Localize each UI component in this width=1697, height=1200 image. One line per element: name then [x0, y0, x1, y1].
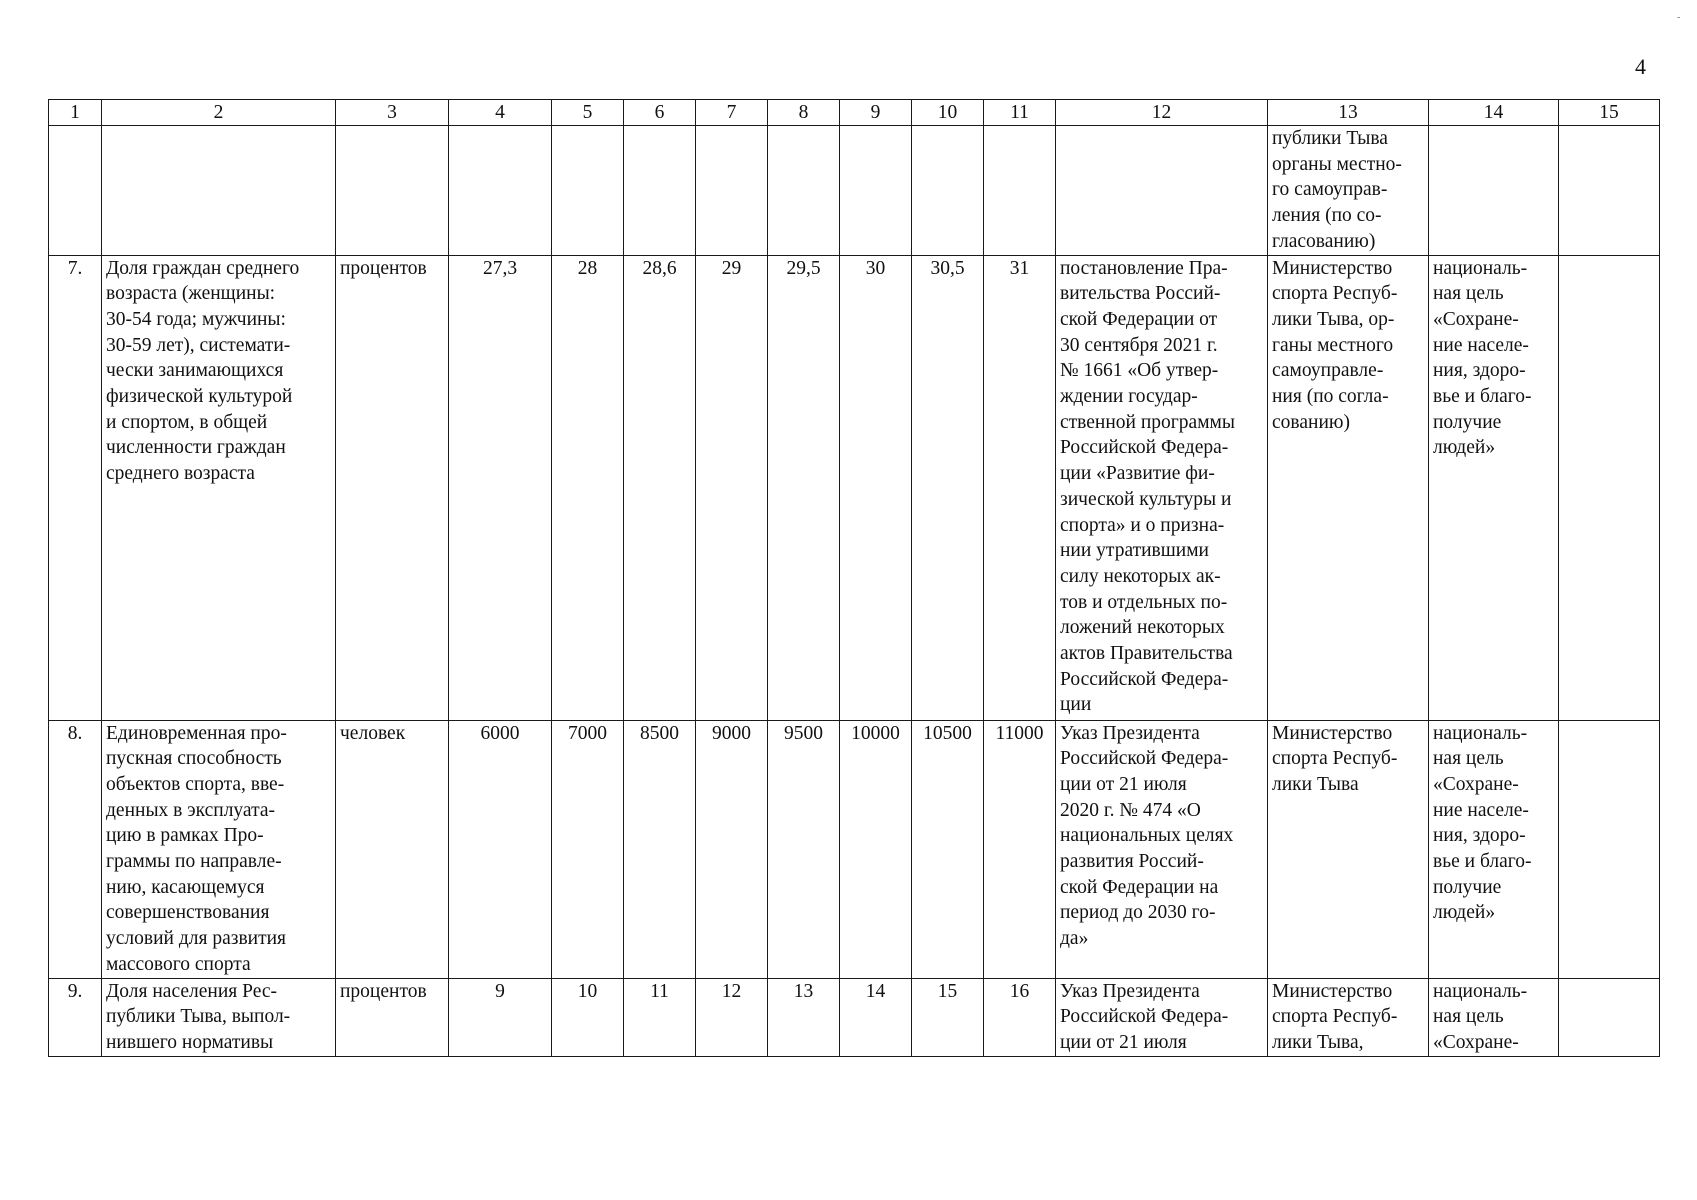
- table-cell: [984, 126, 1056, 256]
- table-cell: [102, 126, 336, 256]
- cell-line: объектов спорта, вве-: [106, 773, 285, 795]
- cell-line: ственной программы: [1060, 411, 1235, 433]
- value-cell: 11000: [984, 720, 1056, 978]
- cell-line: ции «Развитие фи-: [1060, 463, 1215, 485]
- cell-line: условий для развития: [106, 928, 287, 950]
- cell-line: Российской Федера-: [1060, 668, 1229, 690]
- value-cell: 7000: [552, 720, 624, 978]
- national-goal-cell: [1429, 255, 1559, 720]
- cell-line: ской Федерации на: [1060, 876, 1219, 898]
- value-cell: 10: [552, 978, 624, 1056]
- cell-line: лики Тыва, ор-: [1272, 308, 1395, 330]
- cell-line: ления (по со-: [1272, 205, 1382, 227]
- column-header: 7: [696, 100, 768, 126]
- cell-line: 2020 г. № 474 «О: [1060, 799, 1201, 821]
- indicator-name-cell: [102, 255, 336, 720]
- cell-line: ние населе-: [1433, 334, 1529, 356]
- value-cell: 27,3: [449, 255, 552, 720]
- cell-line: вительства Россий-: [1060, 283, 1221, 305]
- indicator-name-cell: [102, 720, 336, 978]
- cell-line: ганы местного: [1272, 334, 1394, 356]
- value-cell: 29,5: [768, 255, 840, 720]
- unit-cell: процентов: [336, 978, 449, 1056]
- cell-line: националь-: [1433, 722, 1528, 744]
- cell-line: среднего возраста: [106, 463, 255, 485]
- table-cell: [1559, 720, 1660, 978]
- cell-line: Доля граждан среднего: [106, 257, 300, 279]
- cell-line: тов и отдельных по-: [1060, 591, 1228, 613]
- cell-line: силу некоторых ак-: [1060, 565, 1221, 587]
- continuation-row: [49, 126, 1660, 256]
- cell-line: 30 сентября 2021 г.: [1060, 334, 1218, 356]
- cell-line: лики Тыва,: [1272, 1031, 1364, 1053]
- value-cell: 28,6: [624, 255, 696, 720]
- page-number: 4: [1635, 54, 1646, 79]
- indicators-table: [48, 99, 1660, 1057]
- column-header: 15: [1559, 100, 1660, 126]
- cell-line: лики Тыва: [1272, 773, 1359, 795]
- value-cell: 9000: [696, 720, 768, 978]
- cell-line: численности граждан: [106, 437, 286, 459]
- cell-line: цию в рамках Про-: [106, 825, 264, 847]
- cell-line: развития Россий-: [1060, 851, 1204, 873]
- table-cell: [1559, 126, 1660, 256]
- cell-line: сованию): [1272, 411, 1350, 433]
- cell-line: возраста (женщины:: [106, 283, 276, 305]
- cell-line: публики Тыва, выпол-: [106, 1006, 291, 1028]
- table-cell: [1056, 126, 1268, 256]
- column-header: 10: [912, 100, 984, 126]
- cell-line: нию, касающемуся: [106, 876, 265, 898]
- column-number-row: [49, 100, 1660, 126]
- table-row: [49, 255, 1660, 720]
- cell-line: ждении государ-: [1060, 386, 1198, 408]
- cell-line: спорта» и о призна-: [1060, 514, 1225, 536]
- scan-corner-mark: -: [1677, 12, 1681, 23]
- cell-line: спорта Респуб-: [1272, 748, 1398, 770]
- value-cell: 15: [912, 978, 984, 1056]
- cell-line: Единовременная про-: [106, 722, 287, 744]
- national-goal-cell: [1429, 978, 1559, 1056]
- value-cell: 9500: [768, 720, 840, 978]
- table-cell: [912, 126, 984, 256]
- table-cell: [696, 126, 768, 256]
- value-cell: 31: [984, 255, 1056, 720]
- cell-line: физической культурой: [106, 386, 293, 408]
- cell-line: спорта Респуб-: [1272, 1006, 1398, 1028]
- document-cell: [1056, 255, 1268, 720]
- cell-line: Министерство: [1272, 722, 1393, 744]
- cell-line: ложений некоторых: [1060, 617, 1225, 639]
- table-cell: [1559, 255, 1660, 720]
- value-cell: 16: [984, 978, 1056, 1056]
- table-row: [49, 978, 1660, 1056]
- cell-line: нившего нормативы: [106, 1031, 274, 1053]
- cell-line: постановление Пра-: [1060, 257, 1228, 279]
- cell-line: 30-54 года; мужчины:: [106, 308, 286, 330]
- value-cell: 29: [696, 255, 768, 720]
- cell-line: публики Тыва: [1272, 128, 1388, 149]
- cell-line: людей»: [1433, 437, 1496, 459]
- column-header: 2: [102, 100, 336, 126]
- value-cell: 10500: [912, 720, 984, 978]
- column-header: 6: [624, 100, 696, 126]
- cell-line: «Сохране-: [1433, 308, 1519, 330]
- cell-line: ния (по согла-: [1272, 386, 1389, 408]
- table-cell: [840, 126, 912, 256]
- cell-line: вье и благо-: [1433, 851, 1532, 873]
- cell-line: ской Федерации от: [1060, 308, 1218, 330]
- value-cell: 9: [449, 978, 552, 1056]
- row-number: 9.: [49, 978, 102, 1056]
- unit-cell: процентов: [336, 255, 449, 720]
- cell-line: национальных целях: [1060, 825, 1234, 847]
- column-header: 13: [1268, 100, 1429, 126]
- column-header: 8: [768, 100, 840, 126]
- cell-line: период до 2030 го-: [1060, 902, 1216, 924]
- cell-line: ная цель: [1433, 283, 1504, 305]
- value-cell: 8500: [624, 720, 696, 978]
- cell-line: совершенствования: [106, 902, 270, 924]
- value-cell: 6000: [449, 720, 552, 978]
- value-cell: 11: [624, 978, 696, 1056]
- table-cell: [1559, 978, 1660, 1056]
- cell-line: № 1661 «Об утвер-: [1060, 360, 1219, 382]
- cell-line: и спортом, в общей: [106, 411, 268, 433]
- cell-line: вье и благо-: [1433, 386, 1532, 408]
- cell-line: Министерство: [1272, 257, 1393, 279]
- cell-line: зической культуры и: [1060, 488, 1232, 510]
- column-header: 1: [49, 100, 102, 126]
- cell-line: «Сохране-: [1433, 1031, 1519, 1053]
- responsible-cell: [1268, 126, 1429, 256]
- cell-line: ная цель: [1433, 748, 1504, 770]
- unit-cell: человек: [336, 720, 449, 978]
- cell-line: националь-: [1433, 257, 1528, 279]
- cell-line: ние населе-: [1433, 799, 1529, 821]
- cell-line: спорта Респуб-: [1272, 283, 1398, 305]
- value-cell: 14: [840, 978, 912, 1056]
- cell-line: пускная способность: [106, 748, 282, 770]
- indicator-name-cell: [102, 978, 336, 1056]
- table-row: [49, 720, 1660, 978]
- cell-line: нии утратившими: [1060, 540, 1209, 562]
- responsible-cell: [1268, 720, 1429, 978]
- cell-line: органы местно-: [1272, 153, 1402, 175]
- value-cell: 30,5: [912, 255, 984, 720]
- cell-line: Указ Президента: [1060, 980, 1200, 1002]
- cell-line: ная цель: [1433, 1006, 1504, 1028]
- value-cell: 10000: [840, 720, 912, 978]
- cell-line: ции от 21 июля: [1060, 1031, 1187, 1053]
- cell-line: получие: [1433, 411, 1502, 433]
- responsible-cell: [1268, 255, 1429, 720]
- cell-line: Министерство: [1272, 980, 1393, 1002]
- cell-line: массового спорта: [106, 953, 251, 975]
- cell-line: Российской Федера-: [1060, 748, 1229, 770]
- cell-line: чески занимающихся: [106, 360, 284, 382]
- cell-line: Указ Президента: [1060, 722, 1200, 744]
- cell-line: Российской Федера-: [1060, 437, 1229, 459]
- cell-line: Доля населения Рес-: [106, 980, 277, 1002]
- cell-line: го самоуправ-: [1272, 179, 1388, 201]
- table-cell: [336, 126, 449, 256]
- cell-line: гласованию): [1272, 230, 1376, 252]
- cell-line: получие: [1433, 876, 1502, 898]
- table-cell: [449, 126, 552, 256]
- cell-line: самоуправле-: [1272, 360, 1384, 382]
- table-cell: [1429, 126, 1559, 256]
- value-cell: 12: [696, 978, 768, 1056]
- row-number: 7.: [49, 255, 102, 720]
- column-header: 11: [984, 100, 1056, 126]
- table-cell: [552, 126, 624, 256]
- column-header: 12: [1056, 100, 1268, 126]
- cell-line: ции: [1060, 694, 1092, 716]
- column-header: 14: [1429, 100, 1559, 126]
- table-cell: [624, 126, 696, 256]
- cell-line: ции от 21 июля: [1060, 773, 1187, 795]
- column-header: 5: [552, 100, 624, 126]
- cell-line: ния, здоро-: [1433, 825, 1526, 847]
- value-cell: 30: [840, 255, 912, 720]
- cell-line: ния, здоро-: [1433, 360, 1526, 382]
- value-cell: 13: [768, 978, 840, 1056]
- row-number: 8.: [49, 720, 102, 978]
- cell-line: да»: [1060, 928, 1089, 950]
- cell-line: Российской Федера-: [1060, 1006, 1229, 1028]
- column-header: 3: [336, 100, 449, 126]
- cell-line: актов Правительства: [1060, 643, 1233, 665]
- cell-line: граммы по направле-: [106, 851, 282, 873]
- table-cell: [768, 126, 840, 256]
- national-goal-cell: [1429, 720, 1559, 978]
- column-header: 9: [840, 100, 912, 126]
- column-header: 4: [449, 100, 552, 126]
- cell-line: денных в эксплуата-: [106, 799, 275, 821]
- cell-line: националь-: [1433, 980, 1528, 1002]
- document-cell: [1056, 720, 1268, 978]
- document-cell: [1056, 978, 1268, 1056]
- table-cell: [49, 126, 102, 256]
- value-cell: 28: [552, 255, 624, 720]
- cell-line: людей»: [1433, 902, 1496, 924]
- cell-line: «Сохране-: [1433, 773, 1519, 795]
- responsible-cell: [1268, 978, 1429, 1056]
- cell-line: 30-59 лет), системати-: [106, 334, 291, 356]
